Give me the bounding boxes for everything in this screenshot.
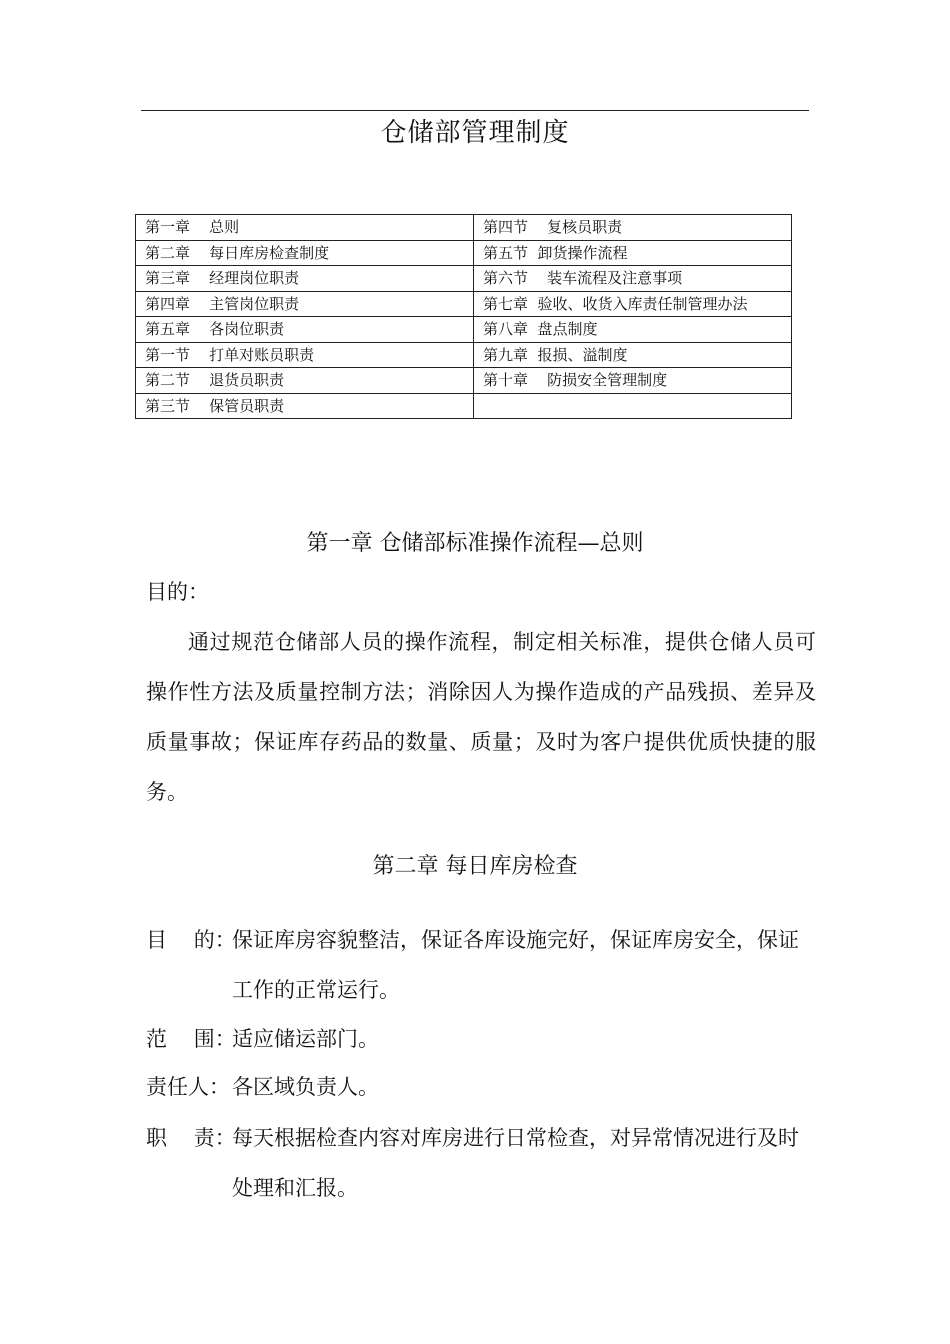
field-label: 职 责： (146, 1126, 236, 1150)
header-rule (141, 110, 809, 111)
field-text: 各区域负责人。 (232, 1075, 379, 1099)
chapter1-heading: 第一章 仓储部标准操作流程—总则 (306, 531, 644, 556)
field-label: 责任人： (146, 1075, 230, 1099)
toc-cell: 第二章 每日库房检查制度 (136, 240, 474, 266)
table-row (136, 291, 792, 317)
table-of-contents (135, 214, 792, 419)
toc-cell: 第六节 装车流程及注意事项 (474, 266, 792, 292)
table-row (136, 342, 792, 368)
toc-cell: 第三章 经理岗位职责 (136, 266, 474, 292)
toc-cell: 第七章 验收、收货入库责任制管理办法 (474, 291, 792, 317)
document-title: 仓储部管理制度 (380, 118, 570, 148)
purpose-paragraph: 通过规范仓储部人员的操作流程，制定相关标准，提供仓储人员可操作性方法及质量控制方法；消除因人为操作造成的产品残损、差异及质量事故；保证库存药品的数量、质量；及时为客户提供优质快捷的服务。 (146, 630, 816, 804)
toc-cell: 第二节 退货员职责 (136, 368, 474, 394)
table-row (136, 393, 792, 419)
toc-cell: 第十章 防损安全管理制度 (474, 368, 792, 394)
field-responsible (146, 1062, 816, 1112)
field-purpose (146, 915, 816, 1015)
toc-cell: 第五节 卸货操作流程 (474, 240, 792, 266)
table-row (136, 215, 792, 241)
purpose-label: 目的： (146, 580, 209, 604)
toc-cell: 第八章 盘点制度 (474, 317, 792, 343)
field-label: 目 的： (146, 928, 236, 952)
field-duty (146, 1113, 816, 1213)
field-scope (146, 1014, 816, 1064)
toc-cell: 第三节 保管员职责 (136, 393, 474, 419)
table-row (136, 317, 792, 343)
table-row (136, 266, 792, 292)
toc-cell: 第五章 各岗位职责 (136, 317, 474, 343)
toc-cell (474, 393, 792, 419)
toc-cell: 第四章 主管岗位职责 (136, 291, 474, 317)
table-row (136, 240, 792, 266)
field-label: 范 围： (146, 1027, 236, 1051)
toc-cell: 第一节 打单对账员职责 (136, 342, 474, 368)
chapter2-heading: 第二章 每日库房检查 (372, 854, 578, 879)
toc-cell: 第九章 报损、溢制度 (474, 342, 792, 368)
toc-cell: 第四节 复核员职责 (474, 215, 792, 241)
field-text: 每天根据检查内容对库房进行日常检查，对异常情况进行及时处理和汇报。 (232, 1126, 799, 1200)
toc-cell: 第一章 总则 (136, 215, 474, 241)
table-row (136, 368, 792, 394)
field-text: 保证库房容貌整洁，保证各库设施完好，保证库房安全，保证工作的正常运行。 (232, 928, 799, 1002)
field-text: 适应储运部门。 (232, 1027, 379, 1051)
